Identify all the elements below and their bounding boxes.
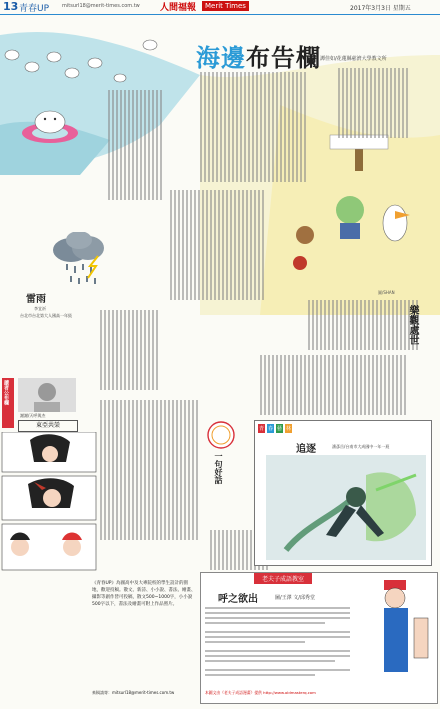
issue-date: 2017年3月3日 星期五	[350, 5, 411, 12]
art-chase-drawing	[266, 455, 426, 560]
art-heading-char-4: 林	[286, 426, 292, 432]
article-title-part2: 布告欄	[246, 44, 321, 72]
reader-board-photo	[18, 378, 76, 412]
page-number: 13	[3, 0, 19, 13]
right-column-title: 樂觀處世	[407, 305, 418, 345]
comic-strip	[0, 432, 98, 572]
article-author: 譚佳如/花蓮縣慈濟大學教文所	[320, 56, 387, 62]
section-name: 青春UP	[19, 4, 50, 14]
newspaper-logo: 人間福報	[160, 3, 197, 13]
art-heading-char-1: 青	[259, 426, 265, 432]
rain-poem-author: 李宜祈	[34, 306, 46, 311]
reader-board-tag: 東亞共榮	[35, 422, 60, 429]
idiom-credit: 圖/王澤 文/邱秀堂	[275, 595, 315, 601]
quote-badge-icon	[206, 420, 236, 450]
rain-poem-title: 雷雨	[26, 294, 46, 305]
old-master-q-icon	[370, 578, 432, 686]
idiom-text-lines	[205, 605, 355, 685]
article-title-part1: 海邊	[196, 44, 246, 72]
idiom-footer: 本圖文由《老夫子成語漫畫》提供 http://www.oldmasterq.com	[205, 690, 316, 695]
art-section-heading	[258, 424, 292, 433]
reader-board-tag-box	[18, 420, 78, 432]
submission-notice: 《青春UP》為國高中及大專院校的學生設計的園地，歡迎投稿。散文、新詩、小小說、書法、繪畫、攝影等創作皆可投稿，散文500~1000字，小小說500字以下，書法及繪畫可附上作品照片。	[92, 581, 196, 607]
reader-photo-icon	[18, 378, 76, 412]
art-title: 追逐	[296, 444, 316, 455]
rain-poem-school: 台北市台北第大人國高一年級	[20, 313, 72, 318]
rain-cloud-icon	[46, 232, 116, 288]
reader-board-sub: 謝謝/天呼與杰	[20, 413, 46, 418]
idiom-title: 呼之欲出	[218, 594, 258, 605]
reader-board-heading: 讀者公布欄	[3, 380, 9, 405]
idiom-banner: 老夫子成語教室	[254, 573, 312, 584]
art-heading-char-3: 藝	[277, 426, 283, 432]
newspaper-brand: Merit Times	[202, 1, 249, 11]
section-url: mitsurl18@merit-times.com.tw	[62, 3, 140, 9]
submission-email: 來稿請寄：mitsurl18@merit-times.com.tw	[92, 690, 175, 695]
quote-title: 一句好話	[214, 452, 224, 484]
illustration-credit: 圖/SHAN	[378, 290, 395, 295]
art-author: 潘彥岳/台南市大成國中一年一班	[332, 444, 390, 449]
art-heading-char-2: 春	[268, 426, 274, 432]
